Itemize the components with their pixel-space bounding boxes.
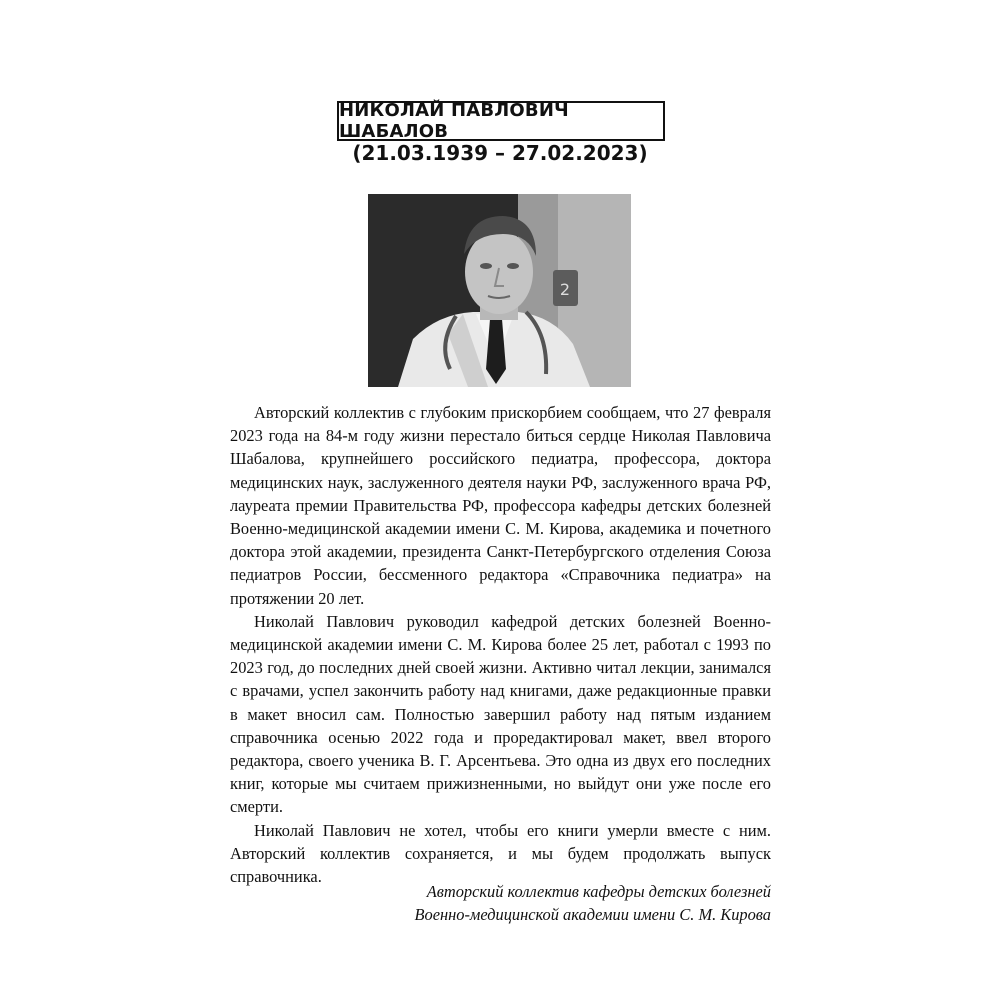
portrait-illustration xyxy=(368,194,631,387)
door-sign-text: 2 xyxy=(559,280,571,299)
signature xyxy=(230,880,771,927)
signature-line-2: Военно-медицинской академии имени С. М. Кирова xyxy=(414,905,771,925)
obituary-text xyxy=(230,401,771,888)
signature-line-1: Авторский коллектив кафедры детских болезней xyxy=(426,882,771,901)
paragraph-3: Николай Павлович не хотел, чтобы его книги умерли вместе с ним. Авторский коллектив сохраняется, и мы будем продолжать выпуск справочника. xyxy=(230,820,771,887)
heading-name: НИКОЛАЙ ПАВЛОВИЧ ШАБАЛОВ xyxy=(339,100,569,142)
heading-name-box xyxy=(337,101,665,141)
heading-dates: (21.03.1939 – 27.02.2023) xyxy=(352,141,648,165)
paragraph-2: Николай Павлович руководил кафедрой детских болезней Военно-медицинской академии имени С. М. Кирова более 25 лет, работал с 1993 по 2023 год, до последних дней своей жизни. Активно читал лекции, занимался с врачами, успел закончить работу над книгами, даже редакционные правки в макет вносил сам. Полностью завершил работу над пятым изданием справочника осенью 2022 года и проредактировал макет, ввел второго редактора, своего ученика В. Г. Арсентьева. Это одна из двух его последних книг, которые мы считаем прижизненными, но выйдут они уже после его смерти. xyxy=(230,611,771,817)
paragraph-1: Авторский коллектив с глубоким прискорбием сообщаем, что 27 февраля 2023 года на 84-м году жизни перестало биться сердце Николая Павловича Шабалова, крупнейшего российского педиатра, профессора, доктора медицинских наук, заслуженного деятеля науки РФ, заслуженного врача РФ, лауреата премии Правительства РФ, профессора кафедры детских болезней Военно-медицинской академии имени С. М. Кирова, академика и почетного доктора этой академии, президента Санкт-Петербургского отделения Союза педиатров России, бессменного редактора «Справочника педиатра» на протяжении 20 лет. xyxy=(230,403,771,608)
portrait-photo xyxy=(368,194,631,387)
